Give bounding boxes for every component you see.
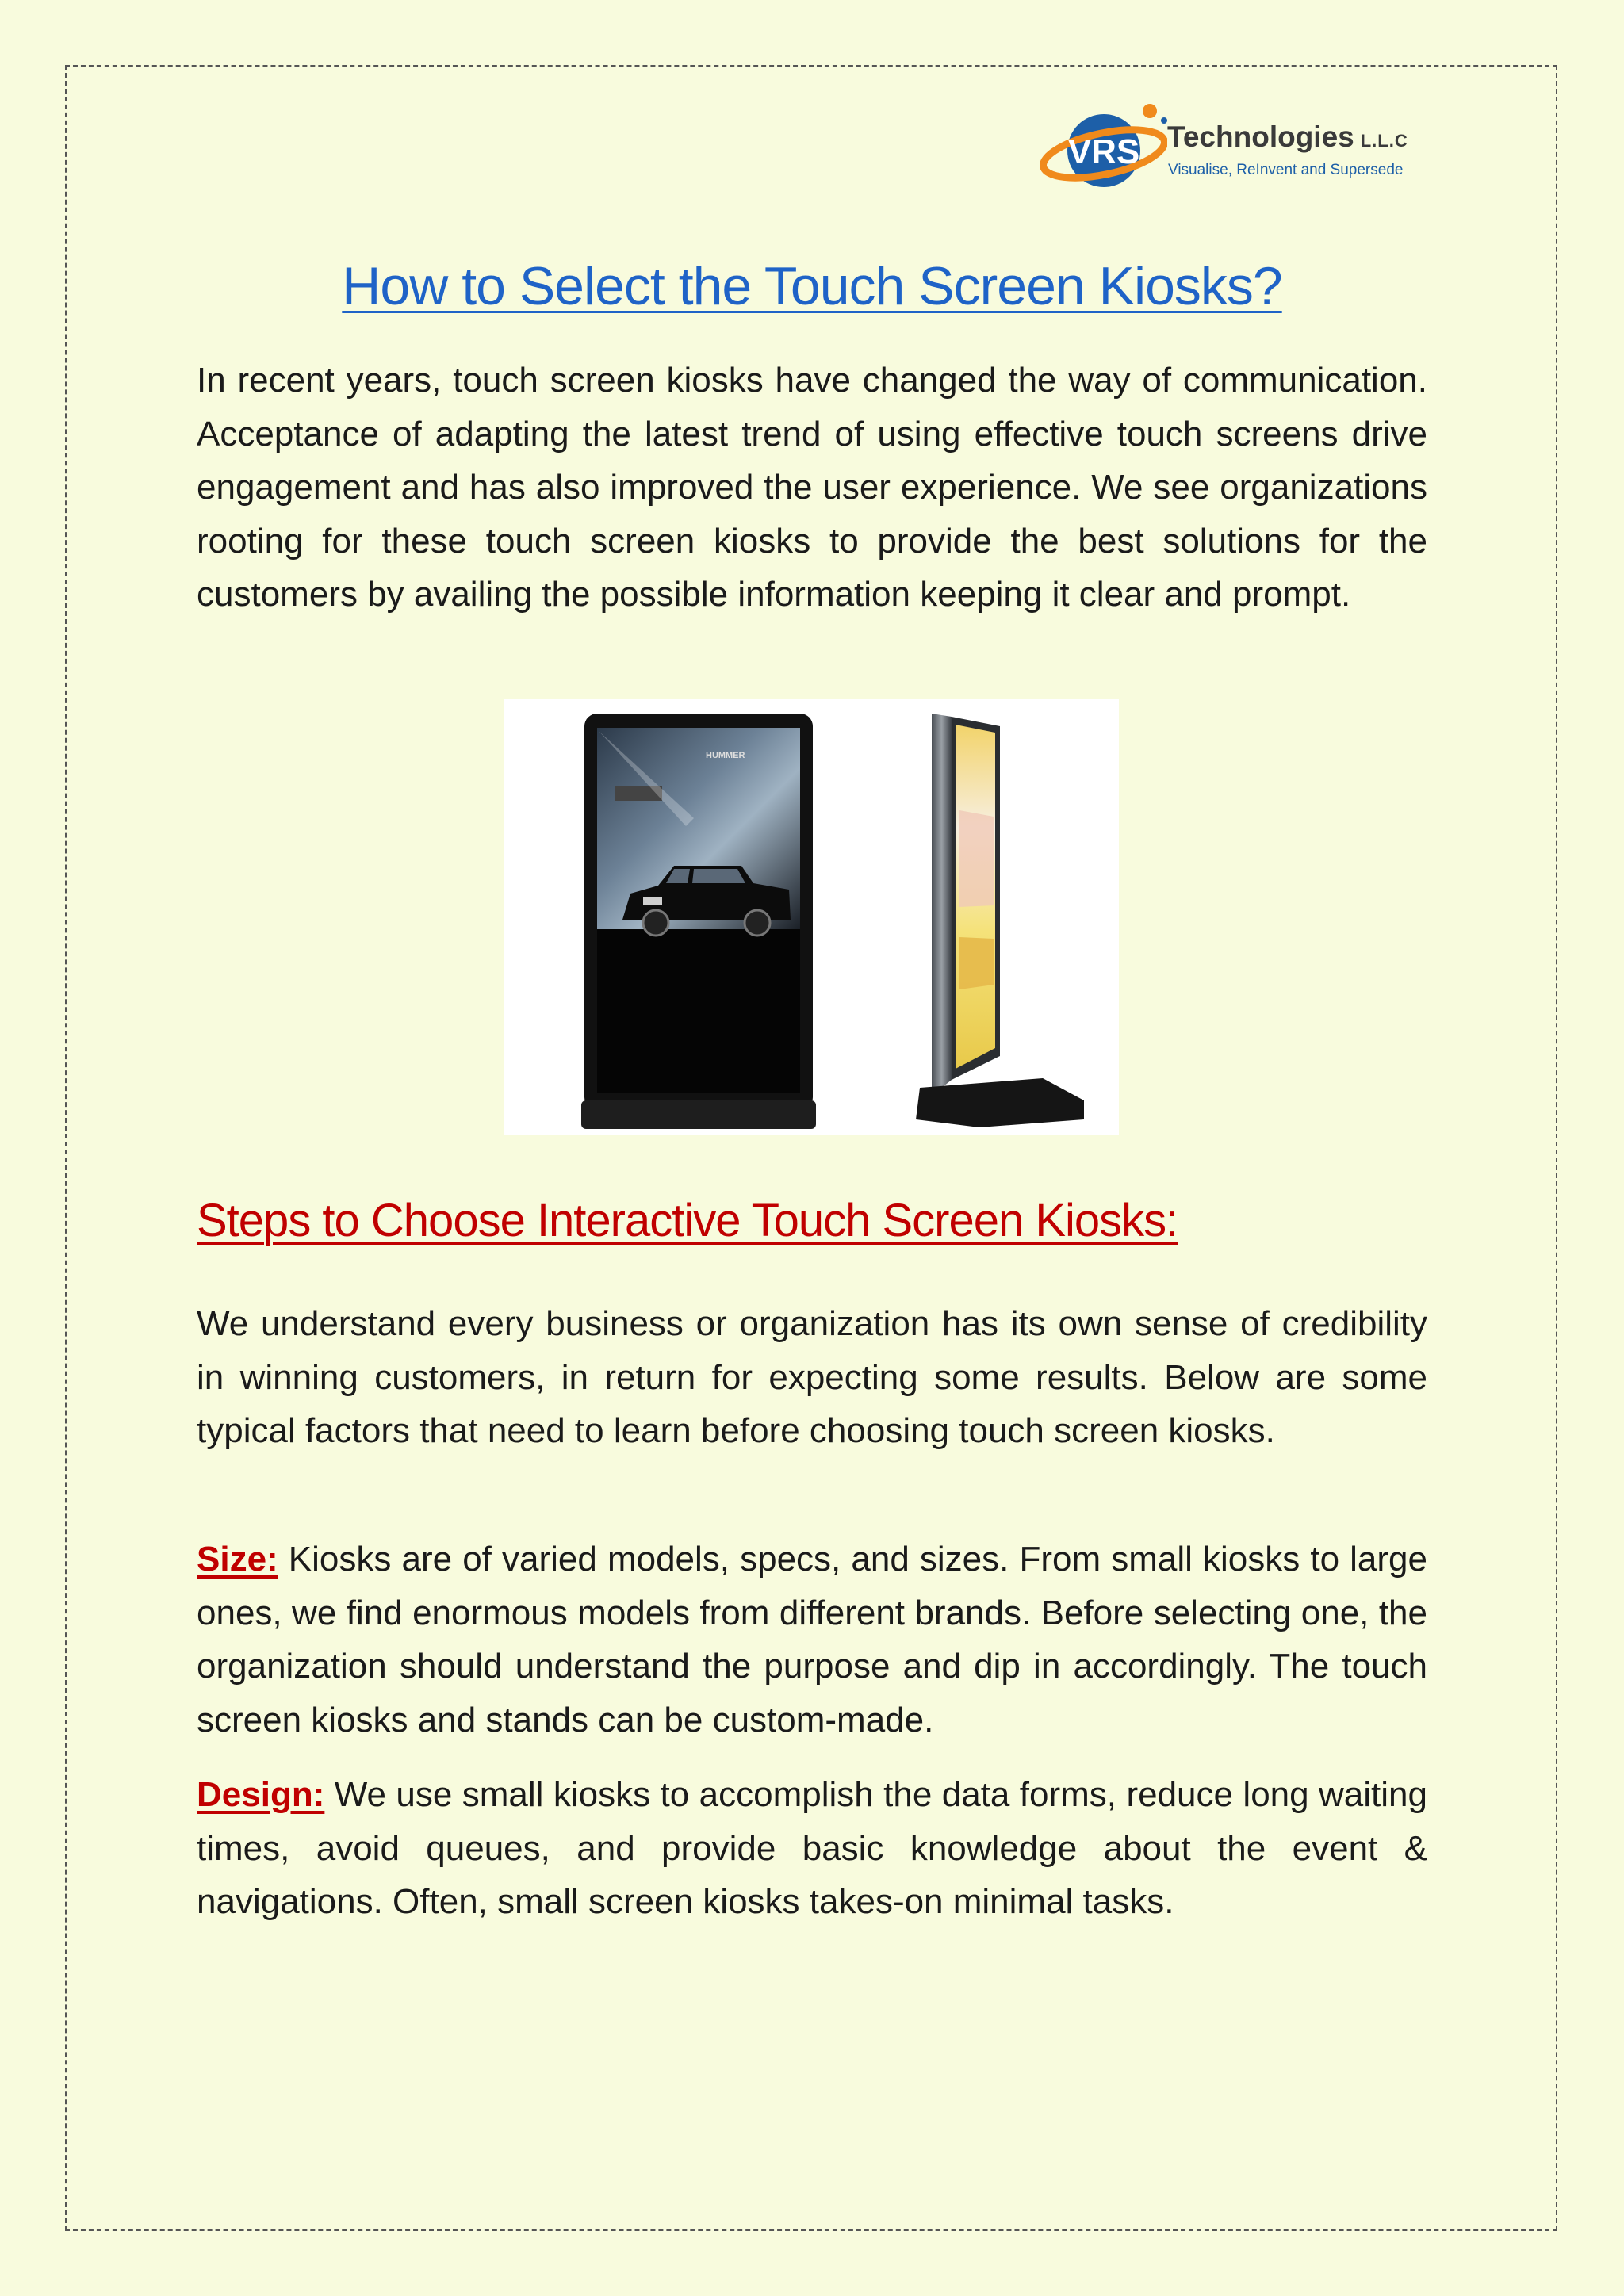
logo-company-name (1167, 121, 1408, 154)
logo-company-text: Technologies (1167, 121, 1354, 153)
side-kiosk-illustration (916, 714, 1084, 1127)
kiosk-screen-text: HUMMER (706, 751, 745, 760)
page-title: How to Select the Touch Screen Kiosks? (342, 256, 1282, 316)
logo-suffix: L.L.C (1360, 131, 1408, 151)
kiosk-product-image (504, 699, 1119, 1135)
design-text: We use small kiosks to accomplish the data forms, reduce long waiting times, avoid queues, and provide basic knowledge about the event & navigations. Often, small screen kiosks takes-on minimal tasks. (197, 1775, 1427, 1921)
size-text: Kiosks are of varied models, specs, and sizes. From small kiosks to large ones, we find enormous models from different brands. Before selecting one, the organization should understand the purpose and dip in accordingly. The touch screen kiosks and stands can be custom-made. (197, 1540, 1427, 1739)
logo-mark: VRS (1067, 132, 1140, 171)
intro-paragraph: In recent years, touch screen kiosks have changed the way of communication. Acceptance of adapting the latest trend of using effective touch screens drive engagement and has also improved the user experience. We see organizations rooting for these touch screen kiosks to provide the best solutions for the customers by availing the possible information keeping it clear and prompt. (197, 361, 1427, 614)
section-heading: Steps to Choose Interactive Touch Screen Kiosks: (197, 1195, 1178, 1246)
logo-tagline: Visualise, ReInvent and Supersede (1168, 162, 1404, 178)
company-logo (1040, 97, 1421, 208)
design-paragraph (197, 1768, 1427, 1929)
size-paragraph (197, 1533, 1427, 1747)
size-term: Size: (197, 1540, 278, 1578)
design-term: Design: (197, 1775, 325, 1814)
steps-intro-paragraph: We understand every business or organization has its own sense of credibility in winning customers, in return for expecting some results. Below are some typical factors that need to learn before choosing touch screen kiosks. (197, 1304, 1427, 1450)
front-kiosk-illustration (581, 714, 816, 1129)
vrs-logo-icon (1040, 97, 1167, 208)
